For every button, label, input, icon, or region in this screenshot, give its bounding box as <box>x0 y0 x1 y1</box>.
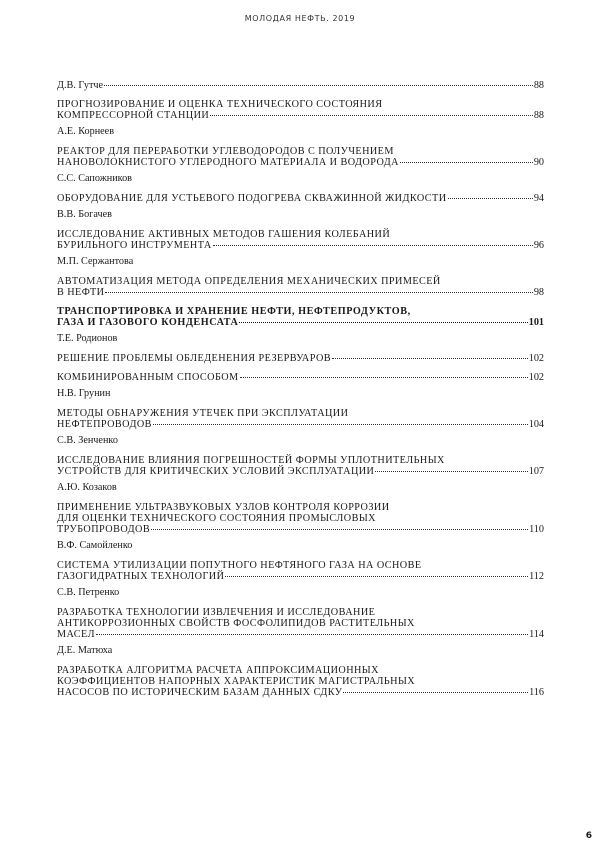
dot-leader <box>448 198 533 199</box>
toc-author: В.Ф. Самойленко <box>57 540 133 551</box>
toc-title-line: АВТОМАТИЗАЦИЯ МЕТОДА ОПРЕДЕЛЕНИЯ МЕХАНИЧЕСКИХ ПРИМЕСЕЙ <box>57 276 441 287</box>
toc-title-line: РЕШЕНИЕ ПРОБЛЕМЫ ОБЛЕДЕНЕНИЯ РЕЗЕРВУАРОВ <box>57 353 332 364</box>
toc-author: Д.Е. Матюха <box>57 645 113 656</box>
toc-leader-line <box>57 287 544 298</box>
toc-leader-line <box>57 353 544 364</box>
toc-title-line: ТРАНСПОРТИРОВКА И ХРАНЕНИЕ НЕФТИ, НЕФТЕПРОДУКТОВ, <box>57 306 411 317</box>
toc-page-number: 96 <box>533 240 544 251</box>
table-of-contents <box>57 80 544 698</box>
dot-leader <box>240 377 528 378</box>
toc-author: С.С. Сапожников <box>57 173 132 184</box>
toc-entry[interactable] <box>57 372 544 383</box>
toc-title-line: ПРОГНОЗИРОВАНИЕ И ОЦЕНКА ТЕХНИЧЕСКОГО СОСТОЯНИЯ <box>57 99 383 110</box>
toc-leader-line <box>57 372 544 383</box>
toc-page-number: 90 <box>533 157 544 168</box>
toc-item <box>57 333 544 364</box>
toc-title-line: ИССЛЕДОВАНИЕ ВЛИЯНИЯ ПОГРЕШНОСТЕЙ ФОРМЫ УПЛОТНИТЕЛЬНЫХ <box>57 455 445 466</box>
toc-title-line: ТРУБОПРОВОДОВ <box>57 524 151 535</box>
toc-entry[interactable] <box>57 80 544 91</box>
page-number: 6 <box>585 831 592 841</box>
toc-title-line: МЕТОДЫ ОБНАРУЖЕНИЯ УТЕЧЕК ПРИ ЭКСПЛУАТАЦИИ <box>57 408 349 419</box>
toc-leader-line <box>57 571 544 582</box>
toc-title-line: РАЗРАБОТКА ТЕХНОЛОГИИ ИЗВЛЕЧЕНИЯ И ИССЛЕДОВАНИЕ <box>57 607 376 618</box>
toc-title-line: ГАЗОГИДРАТНЫХ ТЕХНОЛОГИЙ <box>57 571 225 582</box>
toc-item <box>57 372 544 383</box>
dot-leader <box>239 322 527 323</box>
toc-item <box>57 126 544 168</box>
toc-leader-line <box>57 110 544 121</box>
toc-leader-line <box>57 629 544 640</box>
running-header: МОЛОДАЯ НЕФТЬ. 2019 <box>244 14 356 23</box>
toc-page-number: 107 <box>528 466 544 477</box>
toc-item <box>57 306 544 328</box>
toc-leader-line <box>57 80 544 91</box>
toc-title-line: КОЭФФИЦИЕНТОВ НАПОРНЫХ ХАРАКТЕРИСТИК МАГИСТРАЛЬНЫХ <box>57 676 416 687</box>
toc-entry[interactable] <box>57 607 544 640</box>
toc-page-number: 88 <box>533 110 544 121</box>
toc-author: С.В. Петренко <box>57 587 120 598</box>
toc-title-line: В НЕФТИ <box>57 287 105 298</box>
toc-item <box>57 256 544 298</box>
toc-item <box>57 540 544 582</box>
toc-item <box>57 173 544 204</box>
toc-title-line: АНТИКОРРОЗИОННЫХ СВОЙСТВ ФОСФОЛИПИДОВ РАСТИТЕЛЬНЫХ <box>57 618 415 629</box>
toc-leader-line <box>57 240 544 251</box>
toc-leader-line <box>57 193 544 204</box>
toc-item <box>57 482 544 535</box>
dot-leader <box>332 358 528 359</box>
toc-leader-line <box>57 419 544 430</box>
dot-leader <box>375 471 527 472</box>
toc-title-line: МАСЕЛ <box>57 629 95 640</box>
toc-author: Т.Е. Родионов <box>57 333 118 344</box>
toc-leader-line <box>57 466 544 477</box>
toc-leader-line <box>57 524 544 535</box>
toc-leader-line <box>57 317 544 328</box>
toc-title-line: КОМПРЕССОРНОЙ СТАНЦИИ <box>57 110 210 121</box>
toc-title-line: НАСОСОВ ПО ИСТОРИЧЕСКИМ БАЗАМ ДАННЫХ СДКУ <box>57 687 343 698</box>
toc-title-line: СИСТЕМА УТИЛИЗАЦИИ ПОПУТНОГО НЕФТЯНОГО ГАЗА НА ОСНОВЕ <box>57 560 422 571</box>
toc-title-line: ПРИМЕНЕНИЕ УЛЬТРАЗВУКОВЫХ УЗЛОВ КОНТРОЛЯ КОРРОЗИИ <box>57 502 390 513</box>
dot-leader <box>104 85 533 86</box>
toc-page-number: 101 <box>528 317 544 328</box>
dot-leader <box>96 634 528 635</box>
toc-author: В.В. Богачев <box>57 209 112 220</box>
toc-page-number: 116 <box>529 687 544 698</box>
toc-title-line: РАЗРАБОТКА АЛГОРИТМА РАСЧЕТА АППРОКСИМАЦИОННЫХ <box>57 665 379 676</box>
toc-item <box>57 209 544 251</box>
toc-author: С.В. Зенченко <box>57 435 118 446</box>
toc-page-number: 88 <box>533 80 544 91</box>
toc-item <box>57 587 544 640</box>
dot-leader <box>151 529 528 530</box>
toc-entry[interactable] <box>57 502 544 535</box>
toc-leader-line <box>57 687 544 698</box>
toc-author: Д.В. Гутче <box>57 80 104 91</box>
toc-author: А.Ю. Козаков <box>57 482 117 493</box>
dot-leader <box>105 292 532 293</box>
dot-leader <box>225 576 528 577</box>
toc-title-line: УСТРОЙСТВ ДЛЯ КРИТИЧЕСКИХ УСЛОВИЙ ЭКСПЛУАТАЦИИ <box>57 466 375 477</box>
dot-leader <box>213 245 533 246</box>
toc-item <box>57 80 544 91</box>
toc-author: М.П. Сержантова <box>57 256 134 267</box>
toc-item <box>57 435 544 477</box>
dot-leader <box>210 115 533 116</box>
toc-section-heading[interactable] <box>57 306 544 328</box>
toc-page-number: 110 <box>529 524 544 535</box>
toc-page-number: 114 <box>529 629 544 640</box>
toc-entry[interactable] <box>57 560 544 582</box>
toc-entry[interactable] <box>57 276 544 298</box>
toc-page-number: 102 <box>528 353 544 364</box>
toc-leader-line <box>57 157 544 168</box>
toc-author: А.Е. Корнеев <box>57 126 115 137</box>
toc-entry[interactable] <box>57 193 544 204</box>
toc-title-line: ОБОРУДОВАНИЕ ДЛЯ УСТЬЕВОГО ПОДОГРЕВА СКВАЖИННОЙ ЖИДКОСТИ <box>57 193 447 204</box>
toc-title-line: НАНОВОЛОКНИСТОГО УГЛЕРОДНОГО МАТЕРИАЛА И ВОДОРОДА <box>57 157 399 168</box>
toc-entry[interactable] <box>57 353 544 364</box>
dot-leader <box>343 692 528 693</box>
toc-title-line: БУРИЛЬНОГО ИНСТРУМЕНТА <box>57 240 212 251</box>
toc-entry[interactable] <box>57 99 544 121</box>
toc-title-line: ГАЗА И ГАЗОВОГО КОНДЕНСАТА <box>57 317 239 328</box>
toc-item <box>57 99 544 121</box>
dot-leader <box>400 162 533 163</box>
toc-page-number: 112 <box>529 571 544 582</box>
toc-author: Н.В. Грунин <box>57 388 111 399</box>
toc-item <box>57 388 544 430</box>
toc-item <box>57 645 544 698</box>
toc-page-number: 104 <box>528 419 544 430</box>
toc-title-line: НЕФТЕПРОВОДОВ <box>57 419 152 430</box>
toc-page-number: 94 <box>533 193 544 204</box>
toc-entry[interactable] <box>57 229 544 251</box>
toc-entry[interactable] <box>57 146 544 168</box>
toc-title-line: РЕАКТОР ДЛЯ ПЕРЕРАБОТКИ УГЛЕВОДОРОДОВ С ПОЛУЧЕНИЕМ <box>57 146 394 157</box>
dot-leader <box>153 424 528 425</box>
toc-entry[interactable] <box>57 665 544 698</box>
toc-page-number: 102 <box>528 372 544 383</box>
toc-entry[interactable] <box>57 408 544 430</box>
toc-title-line: ИССЛЕДОВАНИЕ АКТИВНЫХ МЕТОДОВ ГАШЕНИЯ КОЛЕБАНИЙ <box>57 229 391 240</box>
toc-page-number: 98 <box>533 287 544 298</box>
toc-entry[interactable] <box>57 455 544 477</box>
toc-title-line: ДЛЯ ОЦЕНКИ ТЕХНИЧЕСКОГО СОСТОЯНИЯ ПРОМЫСЛОВЫХ <box>57 513 376 524</box>
toc-title-line: КОМБИНИРОВАННЫМ СПОСОБОМ <box>57 372 239 383</box>
